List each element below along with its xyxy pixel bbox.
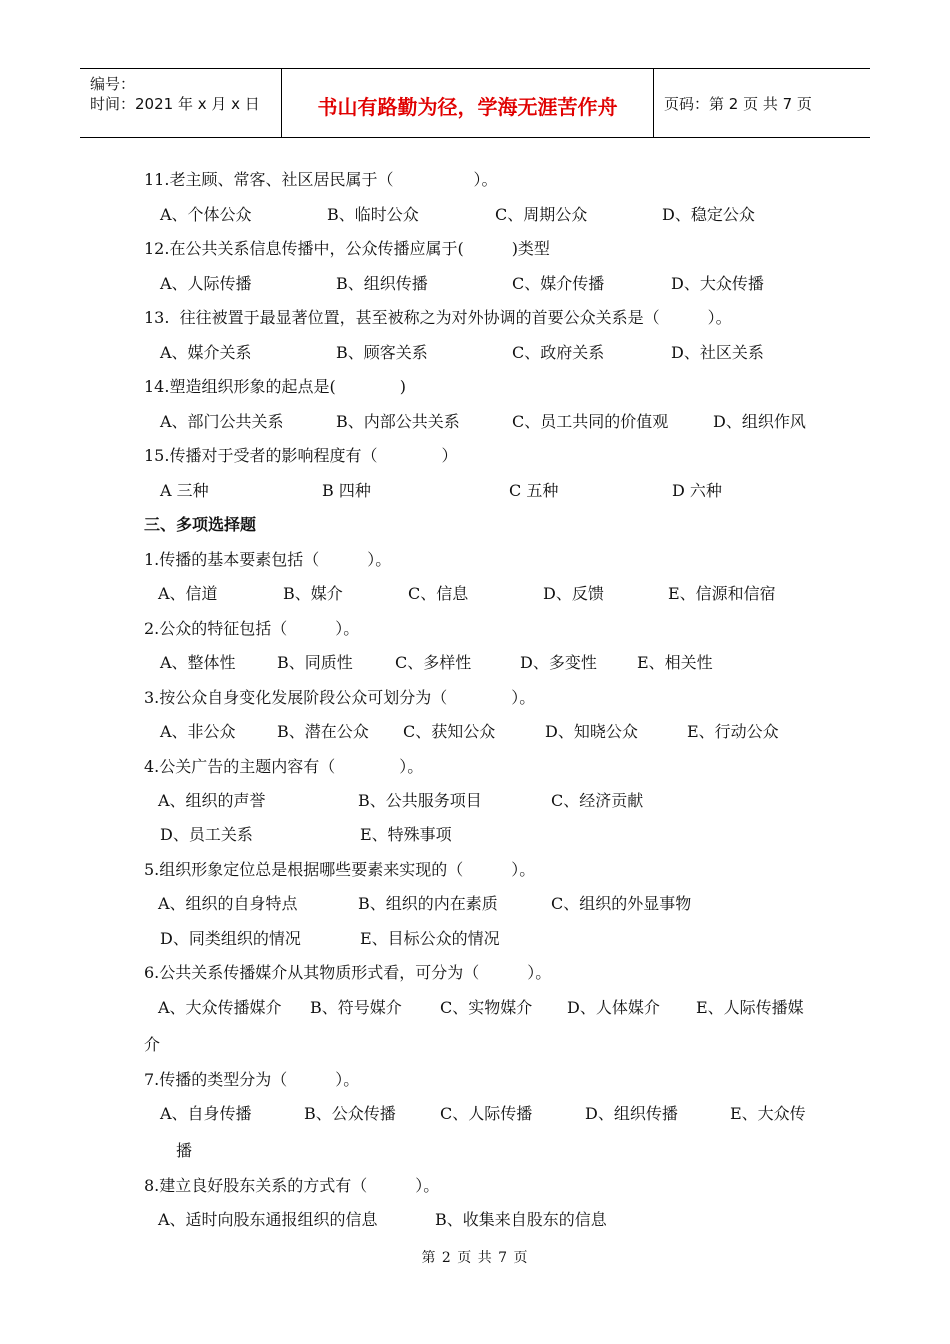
option: E、相关性	[637, 653, 713, 672]
option: C、经济贡献	[551, 791, 644, 810]
option: E、目标公众的情况	[360, 929, 500, 948]
question-stem: 15.传播对于受者的影响程度有（ ）	[144, 446, 458, 465]
option: E、人际传播媒	[696, 998, 804, 1017]
option: B 四种	[322, 481, 371, 500]
question-stem: 14.塑造组织形象的起点是( )	[144, 377, 406, 396]
question-stem: 6.公共关系传播媒介从其物质形式看，可分为（ ）。	[144, 963, 552, 982]
option: D、人体媒介	[567, 998, 660, 1017]
page-code: 页码：第 2 页 共 7 页	[664, 95, 812, 113]
question-stem: 4.公关广告的主题内容有（ ）。	[144, 757, 424, 776]
option: B、同质性	[277, 653, 353, 672]
option: C、信息	[408, 584, 469, 603]
option: A、媒介关系	[160, 343, 252, 362]
option: D 六种	[672, 481, 722, 500]
option-wrap: 播	[176, 1141, 193, 1160]
option: C 五种	[509, 481, 559, 500]
header-info-cell	[80, 69, 282, 137]
option: B、公众传播	[304, 1104, 396, 1123]
option: C、政府关系	[512, 343, 605, 362]
option: D、反馈	[543, 584, 604, 603]
question-stem: 11.老主顾、常客、社区居民属于（ ）。	[144, 170, 498, 189]
option: A、组织的自身特点	[158, 894, 298, 913]
question-stem: 3.按公众自身变化发展阶段公众可划分为（ ）。	[144, 688, 536, 707]
option: D、稳定公众	[662, 205, 755, 224]
option: C、周期公众	[495, 205, 588, 224]
question-stem: 8.建立良好股东关系的方式有（ ）。	[144, 1176, 440, 1195]
question-stem: 1.传播的基本要素包括（ ）。	[144, 550, 392, 569]
option: B、潜在公众	[277, 722, 369, 741]
option: D、知晓公众	[545, 722, 638, 741]
section-title: 三、多项选择题	[144, 515, 257, 534]
option: C、多样性	[395, 653, 472, 672]
option: D、同类组织的情况	[160, 929, 301, 948]
question-stem: 7.传播的类型分为（ ）。	[144, 1070, 360, 1089]
header-page-cell	[654, 69, 870, 137]
question-stem: 12.在公共关系信息传播中，公众传播应属于( )类型	[144, 239, 550, 258]
option: C、获知公众	[403, 722, 496, 741]
option: D、组织作风	[713, 412, 806, 431]
option: E、信源和信宿	[668, 584, 776, 603]
question-stem: 5.组织形象定位总是根据哪些要素来实现的（ ）。	[144, 860, 536, 879]
option: D、社区关系	[671, 343, 764, 362]
header-motto-cell	[282, 69, 654, 137]
option: B、收集来自股东的信息	[435, 1210, 607, 1229]
option: A、自身传播	[160, 1104, 252, 1123]
option: C、员工共同的价值观	[512, 412, 669, 431]
option: A、适时向股东通报组织的信息	[158, 1210, 378, 1229]
option: A 三种	[160, 481, 209, 500]
page-footer: 第 2 页 共 7 页	[421, 1250, 529, 1266]
question-stem: 2.公众的特征包括（ ）。	[144, 619, 360, 638]
option: B、公共服务项目	[358, 791, 482, 810]
option: A、人际传播	[160, 274, 252, 293]
option: B、符号媒介	[310, 998, 402, 1017]
option: E、大众传	[730, 1104, 806, 1123]
number-label: 编号：	[90, 75, 136, 93]
option: D、组织传播	[585, 1104, 678, 1123]
option: B、组织传播	[336, 274, 428, 293]
option: E、行动公众	[687, 722, 779, 741]
question-stem: 13. 往往被置于最显著位置，甚至被称之为对外协调的首要公众关系是（ ）。	[144, 308, 732, 327]
option: C、媒介传播	[512, 274, 605, 293]
option: A、个体公众	[160, 205, 252, 224]
motto: 书山有路勤为径，学海无涯苦作舟	[317, 95, 618, 119]
option: B、媒介	[283, 584, 343, 603]
option: D、大众传播	[671, 274, 764, 293]
option: B、组织的内在素质	[358, 894, 498, 913]
option: D、多变性	[520, 653, 597, 672]
page-header	[80, 68, 870, 138]
option: A、非公众	[160, 722, 236, 741]
option: E、特殊事项	[360, 825, 452, 844]
option: A、部门公共关系	[160, 412, 284, 431]
time-label: 时间：2021 年 x 月 x 日	[90, 95, 260, 113]
option: A、信道	[158, 584, 218, 603]
option: B、临时公众	[327, 205, 419, 224]
option: A、整体性	[160, 653, 236, 672]
option: B、顾客关系	[336, 343, 428, 362]
option: C、实物媒介	[440, 998, 533, 1017]
option: A、组织的声誉	[158, 791, 266, 810]
option: B、内部公共关系	[336, 412, 460, 431]
option-wrap: 介	[144, 1035, 161, 1054]
option: C、人际传播	[440, 1104, 533, 1123]
option: C、组织的外显事物	[551, 894, 692, 913]
option: D、员工关系	[160, 825, 253, 844]
option: A、大众传播媒介	[158, 998, 282, 1017]
